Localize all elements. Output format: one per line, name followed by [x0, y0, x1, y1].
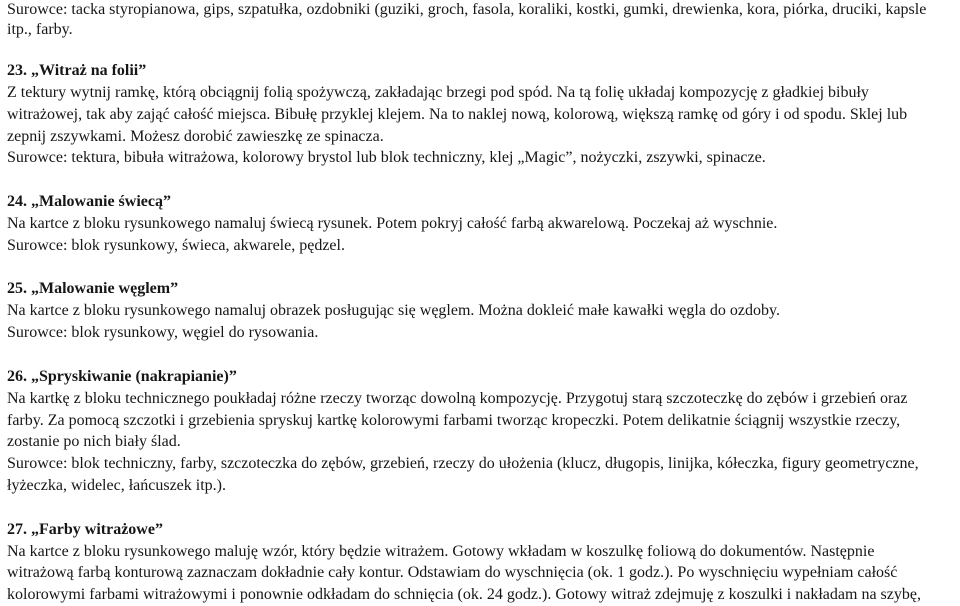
text-line: Na kartce z bloku rysunkowego namaluj obrazek posługując się węglem. Można dokleić małe kawałki węgla do ozdoby.	[7, 302, 780, 320]
text-line: itp., farby.	[7, 21, 73, 38]
text-line: Surowce: tektura, bibuła witrażowa, kolorowy brystol lub blok techniczny, klej „Magic”, nożyczki, zszywki, spinacze.	[7, 149, 766, 167]
text-line: Na kartce z bloku rysunkowego maluję wzór, który będzie witrażem. Gotowy wkładam w koszulkę foliową do dokumentów. Następnie	[7, 542, 875, 560]
text-line: zepnij zszywkami. Możesz dorobić zawieszkę ze spinacza.	[7, 127, 384, 145]
text-line: Na kartkę z bloku technicznego poukładaj różne rzeczy tworząc dowolną kompozycję. Przygotuj starą szczoteczkę do zębów i grzebień oraz	[7, 389, 908, 407]
text-line: Na kartce z bloku rysunkowego namaluj świecą rysunek. Potem pokryj całość farbą akwarelową. Poczekaj aż wyschnie.	[7, 214, 778, 232]
text-line: witrażowej, tak aby zająć całość miejsca. Bibułę przyklej klejem. Na to naklej nową, kolorową, większą ramkę od góry i od spodu. Sklej lub	[7, 105, 908, 123]
text-line: łyżeczka, widelec, łańcuszek itp.).	[7, 477, 226, 495]
text-line: Surowce: blok techniczny, farby, szczoteczka do zębów, grzebień, rzeczy do ułożenia (klucz, długopis, linijka, kółeczka, figury geometryczne,	[7, 455, 919, 473]
text-line: Z tektury wytnij ramkę, którą obciągnij folią spożywczą, zakładając brzegi pod spód. Na tą folię układaj kompozycję z gładkiej bibuły	[7, 83, 869, 101]
text-line: zostanie po nich biały ślad.	[7, 433, 181, 451]
section-title: 25. „Malowanie węglem”	[7, 280, 179, 298]
text-line: witrażową farbą konturową zaznaczam dokładnie cały kontur. Odstawiam do wyschnięcia (ok. 1 godz.). Po wyschnięciu wypełniam całość	[7, 564, 898, 582]
section-title: 23. „Witraż na folii”	[7, 62, 147, 79]
section-title: 24. „Malowanie świecą”	[7, 193, 171, 211]
intro-materials	[7, 0, 960, 40]
text-line: Surowce: blok rysunkowy, węgiel do rysowania.	[7, 324, 319, 342]
text-line: Surowce: tacka styropianowa, gips, szpatułka, ozdobniki (guziki, groch, fasola, koraliki, kostki, gumki, drewienka, kora, piórka, druciki, kapsle	[7, 1, 927, 18]
section-title: 27. „Farby witrażowe”	[7, 520, 163, 538]
text-line: Surowce: blok rysunkowy, świeca, akwarele, pędzel.	[7, 236, 345, 254]
text-line: kolorowymi farbami witrażowymi i ponownie odkładam do schnięcia (ok. 24 godz.). Gotowy witraż zdejmuję z koszulki i nakładam na szybę,	[7, 586, 921, 604]
section-title: 26. „Spryskiwanie (nakrapianie)”	[7, 367, 237, 385]
section-23	[7, 60, 960, 606]
text-line: farby. Za pomocą szczotki i grzebienia spryskuj kartkę kolorowymi farbami tworząc kropeczki. Potem delikatnie ściągnij wszystkie rzeczy,	[7, 411, 901, 429]
